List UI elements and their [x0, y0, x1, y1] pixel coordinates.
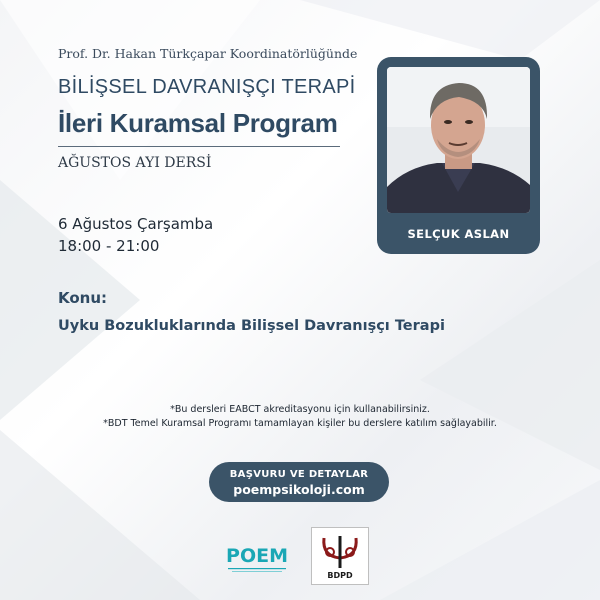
apply-button[interactable]: [209, 462, 389, 502]
program-title: BİLİŞSEL DAVRANIŞÇI TERAPİ: [58, 76, 356, 98]
lesson-time: 18:00 - 21:00: [58, 237, 160, 255]
lesson-date: 6 Ağustos Çarşamba: [58, 215, 214, 233]
coordinator-line: Prof. Dr. Hakan Türkçapar Koordinatörlüğünde: [58, 46, 358, 61]
bdpd-logo-text: BDPD: [327, 571, 353, 580]
bdpd-logo: [311, 527, 369, 585]
speaker-card: [377, 57, 540, 254]
poem-logo-text: POEM: [226, 545, 288, 567]
website-link[interactable]: poempsikoloji.com: [233, 482, 365, 497]
speaker-name: SELÇUK ASLAN: [407, 227, 510, 241]
note-bdt: *BDT Temel Kuramsal Programı tamamlayan kişiler bu derslere katılım sağlayabilir.: [103, 418, 497, 429]
poem-logo: [222, 540, 292, 574]
topic-text: Uyku Bozukluklarında Bilişsel Davranışçı Terapi: [58, 318, 445, 334]
note-eabct: *Bu dersleri EABCT akreditasyonu için kullanabilirsiniz.: [170, 404, 430, 415]
apply-button-label: BAŞVURU VE DETAYLAR: [229, 469, 369, 480]
title-divider: [58, 146, 340, 147]
program-subtitle: İleri Kuramsal Program: [58, 108, 338, 138]
topic-label: Konu:: [58, 289, 108, 307]
speaker-photo: [387, 67, 530, 213]
month-label: AĞUSTOS AYI DERSİ: [58, 155, 212, 171]
